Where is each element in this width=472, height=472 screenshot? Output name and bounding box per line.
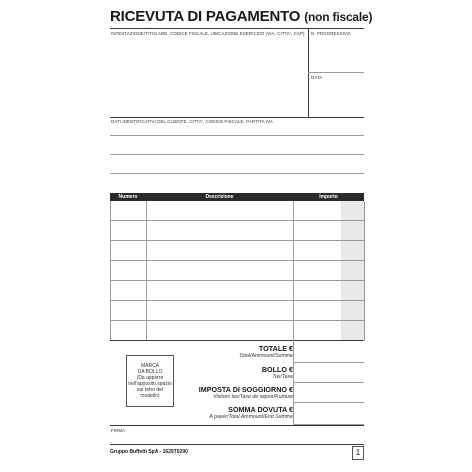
publisher-footer: Gruppo Buffetti SpA - 1629T0290	[110, 449, 188, 455]
stamp-line-2: DA BOLLO	[137, 369, 163, 375]
bollo-label-block	[262, 366, 293, 380]
somma-label: SOMMA DOVUTA €	[228, 405, 293, 414]
table-row[interactable]	[110, 240, 364, 241]
signature-top-border	[110, 425, 364, 426]
items-table-header	[110, 193, 364, 201]
date-label: DATA	[311, 75, 323, 80]
stamp-line-4: nell'apposito spazio	[128, 381, 172, 387]
table-row[interactable]	[110, 220, 364, 221]
bollo-en-label: Tax/Taxe	[272, 374, 293, 380]
header-top-border	[110, 28, 364, 29]
signature-field[interactable]	[110, 433, 364, 444]
receipt-number-label: N. PROGRESSIVO	[311, 31, 351, 36]
stamp-line-1: MARCA	[140, 363, 160, 369]
form-title-main: RICEVUTA DI PAGAMENTO	[110, 8, 301, 25]
form-subtitle: (non fiscale)	[304, 10, 373, 24]
table-bottom-border	[110, 340, 364, 341]
imposta-label: IMPOSTA DI SOGGIORNO €	[198, 385, 293, 394]
stamp-line-3: (Da apporre	[136, 375, 164, 381]
date-field[interactable]	[310, 81, 364, 116]
client-field[interactable]	[110, 125, 364, 180]
client-line-3	[110, 173, 364, 174]
somma-label-block	[209, 406, 293, 420]
bollo-field[interactable]	[293, 382, 364, 383]
imposta-field[interactable]	[293, 402, 364, 403]
form-title	[110, 8, 372, 25]
table-row[interactable]	[110, 320, 364, 321]
stamp-line-5: sul retro del modello)	[136, 387, 164, 399]
client-line-1	[110, 135, 364, 136]
totale-field[interactable]	[293, 362, 364, 363]
table-right-border	[364, 201, 365, 340]
header-number: Numero	[118, 194, 138, 200]
table-row[interactable]	[110, 300, 364, 301]
page-number: 1	[352, 446, 364, 460]
receipt-number-field[interactable]	[310, 38, 364, 71]
header-bottom-border	[110, 117, 364, 118]
totale-en-label: Total/Ammount/Summe	[238, 353, 293, 359]
totale-label: TOTALE €	[258, 344, 293, 353]
signature-bottom-border	[110, 444, 364, 445]
client-label: DATI IDENTIFICATIVI DEL CLIENTE, CITTA', CODICE FISCALE, PARTITA IVA	[111, 119, 273, 124]
issuer-label: INTESTAZIONE/TITOLARE, CODICE FISCALE, UBICAZIONE ESERCIZIO (VIA, CITTA', CAP)	[111, 31, 305, 36]
table-row[interactable]	[110, 260, 364, 261]
totale-label-block	[239, 345, 293, 359]
bollo-label: BOLLO €	[261, 365, 293, 374]
imposta-label-block	[199, 386, 293, 400]
header-amount: Importo	[319, 194, 338, 200]
issuer-field[interactable]	[110, 38, 306, 116]
revenue-stamp-box	[126, 355, 174, 407]
table-row[interactable]	[110, 280, 364, 281]
somma-en-label: A payer/Total Ammount/End Summe	[209, 414, 293, 420]
imposta-en-label: Visitors tax/Taxe de séjour/Kurtaxe	[213, 394, 293, 400]
header-description: Descrizione	[205, 194, 234, 200]
number-date-divider	[308, 72, 364, 73]
signature-label: FIRMA	[111, 428, 126, 433]
client-line-2	[110, 154, 364, 155]
